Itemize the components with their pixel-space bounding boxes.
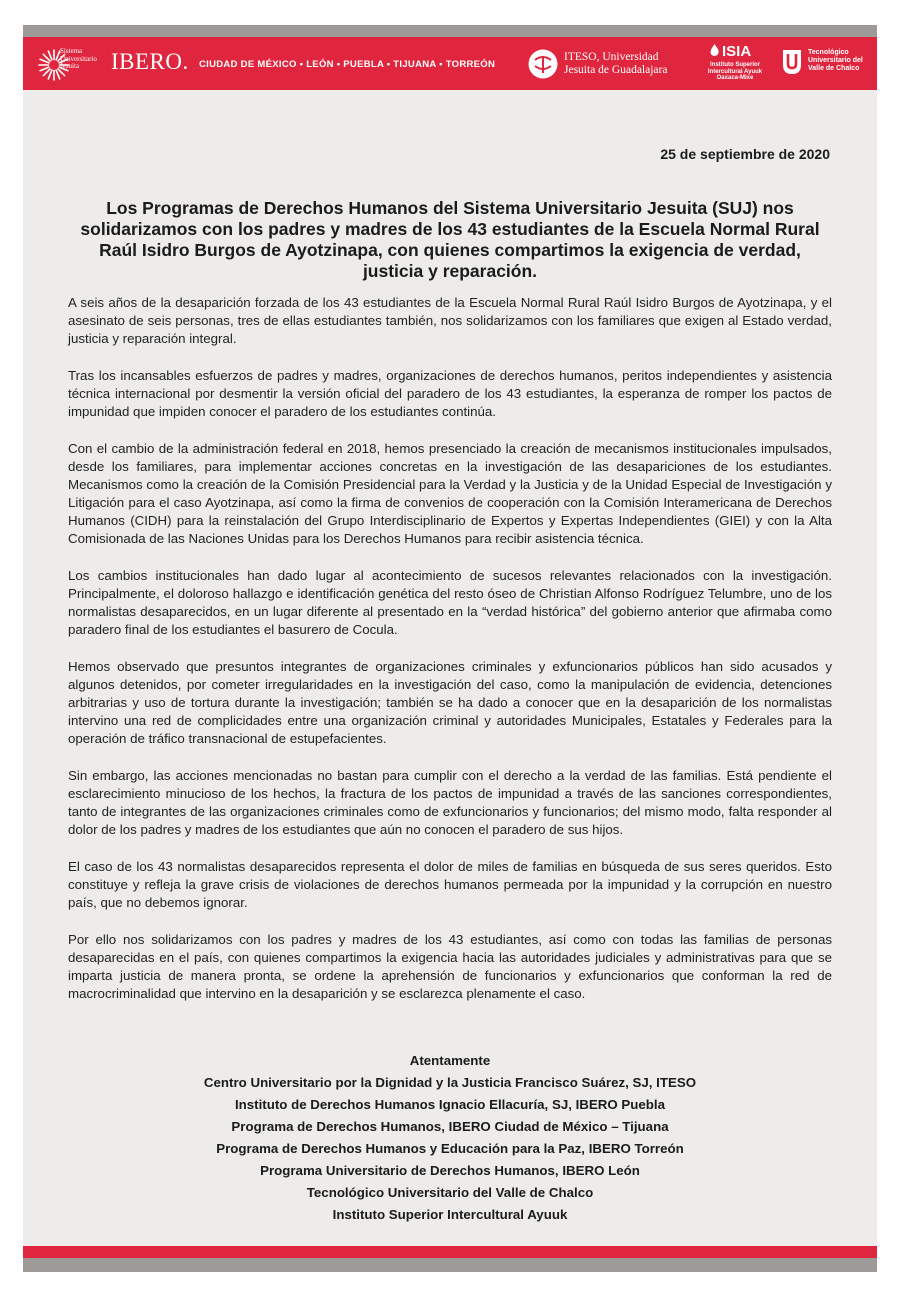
header-logo-band — [23, 37, 877, 90]
signatory: Instituto de Derechos Humanos Ignacio Ellacuría, SJ, IBERO Puebla — [234, 1097, 666, 1112]
suj-logo — [37, 44, 99, 84]
signatory: Instituto Superior Intercultural Ayuuk — [332, 1207, 568, 1222]
body-paragraph: A seis años de la desaparición forzada de los 43 estudiantes de la Escuela Normal Rural Raúl Isidro Burgos de Ayotzinapa, y el asesinato de seis personas, tres de ellas estudiantes también, nos solidarizamos con los familiares que exigen al Estado verdad, justicia y reparación integral. — [68, 295, 832, 346]
bottom-red-bar — [23, 1246, 877, 1258]
signatory: Programa de Derechos Humanos, IBERO Ciudad de México – Tijuana — [231, 1119, 669, 1134]
signatory: Programa de Derechos Humanos y Educación para la Paz, IBERO Torreón — [216, 1141, 684, 1156]
signatory: Centro Universitario por la Dignidad y la Justicia Francisco Suárez, SJ, ITESO — [203, 1075, 697, 1090]
document-date: 25 de septiembre de 2020 — [660, 146, 830, 162]
body-paragraph: Sin embargo, las acciones mencionadas no bastan para cumplir con el derecho a la verdad de las familias. Está pendiente el esclarecimiento minucioso de los hechos, la fractura de los pactos de impunidad a través de las sanciones correspondientes, tanto de integrantes de las organizaciones criminales como de exfuncionarios y funcionarios; del mismo modo, falta responder al dolor de los padres y madres de los estudiantes que aún no conocen el paradero de sus hijos. — [68, 768, 832, 837]
body-paragraph: El caso de los 43 normalistas desaparecidos representa el dolor de miles de familias en búsqueda de sus seres queridos. Esto constituye y refleja la grave crisis de violaciones de derechos humanos permeada por la impunidad y la corrupción en nuestro país, que no debemos ignorar. — [68, 859, 832, 910]
closing-salutation: Atentamente — [409, 1053, 491, 1068]
signatory: Programa Universitario de Derechos Humanos, IBERO León — [260, 1163, 640, 1178]
signatory: Tecnológico Universitario del Valle de Chalco — [306, 1185, 594, 1200]
body-paragraph: Por ello nos solidarizamos con los padres y madres de los 43 estudiantes, así como con todas las familias de personas desaparecidas en el país, con quienes compartimos la exigencia hacia las autoridades judiciales y administrativas para que se imparta justicia de manera pronta, se ordene la aprehensión de funcionarios y exfuncionarios que conforman la red de macrocriminalidad que intervino en la desaparición y se esclarezca plenamente el caso. — [68, 932, 832, 1001]
isia-logo-name: ISIA — [709, 43, 751, 60]
tec-u-emblem-icon — [781, 49, 803, 75]
isia-flame-icon — [709, 44, 720, 58]
document-page — [23, 90, 877, 1246]
tec-chalco-logo-text: Tecnológico Universitario del Valle de Chalco — [808, 49, 863, 72]
document-body — [68, 294, 832, 1022]
isia-logo-subtitle: Instituto Superior Intercultural Ayuuk Oaxaca-Mixe — [707, 62, 763, 81]
body-paragraph: Con el cambio de la administración federal en 2018, hemos presenciado la creación de mecanismos institucionales impulsados, desde los familiares, para implementar acciones concretas en la investigación de las desapariciones de los estudiantes. Mecanismos como la creación de la Comisión Presidencial para la Verdad y la Justicia y de la Unidad Especial de Investigación y Litigación para el caso Ayotzinapa, así como la firma de convenios de cooperación con la Comisión Interamericana de Derechos Humanos (CIDH) para la reinstalación del Grupo Interdisciplinario de Expertos y Expertas Independientes (GIEI) y con la Alta Comisionada de las Naciones Unidas para los Derechos Humanos para recibir asistencia técnica. — [68, 441, 832, 546]
iteso-emblem-icon — [527, 48, 559, 80]
signature-block — [68, 1050, 832, 1226]
suj-logo-text: Sistema Universitario Jesuita — [60, 47, 97, 70]
document-title: Los Programas de Derechos Humanos del Sistema Universitario Jesuita (SUJ) nos solidarizamos con los padres y madres de los 43 estudiantes de la Escuela Normal Rural Raúl Isidro Burgos de Ayotzinapa, con quienes compartimos la exigencia de verdad, justicia y reparación. — [80, 198, 820, 281]
iteso-logo — [527, 47, 687, 81]
body-paragraph: Los cambios institucionales han dado lugar al acontecimiento de sucesos relevantes relacionados con la investigación. Principalmente, el doloroso hallazgo e identificación genética del resto óseo de Christian Alfonso Rodríguez Telumbre, uno de los normalistas desaparecidos, en un lugar diferente al presentado en la “verdad histórica” del gobierno anterior que afirmaba como paradero final de los estudiantes el basurero de Cocula. — [68, 568, 832, 637]
body-paragraph: Tras los incansables esfuerzos de padres y madres, organizaciones de derechos humanos, peritos independientes y asistencia técnica internacional por desmentir la versión oficial del paradero de los 43 estudiantes, la esperanza de romper los pactos de impunidad que impiden conocer el paradero de los estudiantes continúa. — [68, 368, 832, 419]
body-paragraph: Hemos observado que presuntos integrantes de organizaciones criminales y exfuncionarios públicos han sido acusados y algunos detenidos, por cometer irregularidades en la investigación del caso, como la manipulación de evidencia, detenciones arbitrarias y uso de tortura durante la investigación; también se ha dado a conocer que en la desaparición de los normalistas intervino una red de complicidades entre una organización criminal y autoridades Municipales, Estatales y Federales para la operación de tráfico transnacional de estupefacientes. — [68, 659, 832, 746]
tec-chalco-logo — [781, 46, 871, 80]
iteso-logo-text: ITESO, Universidad Jesuita de Guadalajara — [564, 51, 668, 76]
bottom-gray-bar — [23, 1258, 877, 1272]
top-gray-bar — [23, 25, 877, 37]
isia-logo — [699, 43, 779, 85]
ibero-logo: IBERO. — [111, 49, 189, 74]
ibero-cities: CIUDAD DE MÉXICO • LEÓN • PUEBLA • TIJUANA • TORREÓN — [199, 59, 496, 70]
